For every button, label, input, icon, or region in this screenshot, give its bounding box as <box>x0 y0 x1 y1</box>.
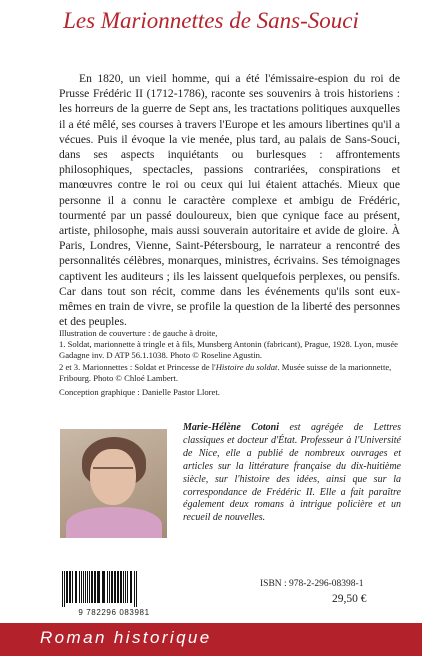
credits-design: Conception graphique : Danielle Pastor Lloret. <box>59 387 220 398</box>
barcode-bar <box>87 571 88 603</box>
barcode-bar <box>66 571 68 603</box>
barcode-bars <box>58 571 170 607</box>
barcode-bar <box>102 571 104 603</box>
book-title: Les Marionnettes de Sans-Souci <box>63 8 359 33</box>
barcode-bar <box>89 571 90 603</box>
barcode-bar <box>114 571 116 603</box>
barcode-bar <box>107 571 108 603</box>
barcode-bar <box>83 571 84 603</box>
barcode-bar <box>136 571 137 607</box>
barcode-bar <box>99 571 100 603</box>
barcode-bar <box>117 571 119 603</box>
credits-item-2-suffix: . Musée suisse de la marionnette, Fribourg. Photo © Chloé Lambert. <box>59 361 392 383</box>
collection-name: Roman historique <box>40 628 212 647</box>
barcode-bar <box>130 571 132 603</box>
author-bio <box>183 422 401 525</box>
back-cover-summary: En 1820, un vieil homme, qui a été l'émissaire-espion du roi de Prusse Frédéric II (1712-1786), raconte ses souvenirs à trois historiens : les horreurs de la guerre de Sept ans, les tractations politiques auxquelles il a été mêlé, ses courses à travers l'Europe et les amours libertines qu'il a vécues. Puis il évoque la vie menée, plus tard, au palais de Sans-Souci, dans ses aspects inquiétants ou burlesques : affrontements philosophiques, spectacles, passions contrariées, conspirations et manœuvres contre le roi ou ceux qui lui étaient attachés. Mieux que personne il a connu le caractère complexe et ambigu de Frédéric, tourmenté par un passé douloureux, bien que cynique face au présent, artiste, philosophe, mais aussi souverain autoritaire et avide de gloire. À Paris, Londres, Vienne, Saint-Pétersbourg, le narrateur a rencontré des personnalités célèbres, monarques, ministres, écrivains. Ses témoignages captivent les auditeurs ; ils les laissent quelquefois perplexes, ou pensifs. Car dans tout son récit, comme dans les événements qu'ils sont eux-mêmes en train de vivre, se profile la question de la liberté des personnes et des peuples. <box>59 72 400 329</box>
credits-item-2-title: Histoire du soldat <box>215 361 278 372</box>
barcode-bar <box>85 571 86 603</box>
barcode-bar <box>134 571 135 607</box>
barcode-bar <box>75 571 77 603</box>
barcode-bar <box>111 571 113 603</box>
author-photo-glasses <box>93 467 133 479</box>
barcode <box>58 571 170 616</box>
cover-credits <box>59 328 404 398</box>
barcode-bar <box>109 571 110 603</box>
credits-item-2-prefix: 2 et 3. Marionnettes : Soldat et Princesse de l' <box>59 361 216 372</box>
barcode-bar <box>64 571 65 607</box>
barcode-bar <box>125 571 126 603</box>
barcode-bar <box>79 571 80 603</box>
barcode-bar <box>127 571 128 603</box>
barcode-bar <box>94 571 96 603</box>
credits-intro: Illustration de couverture : de gauche à droite, <box>59 328 218 338</box>
price: 29,50 € <box>332 593 367 605</box>
barcode-bar <box>72 571 73 603</box>
barcode-bar <box>123 571 124 603</box>
barcode-bar <box>104 571 105 603</box>
author-photo <box>60 429 167 538</box>
credits-item-2 <box>59 362 404 384</box>
author-bio-text: est agrégée de Lettres classiques et docteur d'État. Professeur à l'Université de Nice, elle a publié de nombreux ouvrages et articles sur la littérature française du dix-huitième siècle, sur l'histoire des idées, ainsi que sur la correspondance de Frédéric II. Elle a fait paraître également deux romans à intrigue policière et un recueil de nouvelles. <box>183 422 401 524</box>
isbn: ISBN : 978-2-296-08398-1 <box>260 579 364 589</box>
barcode-bar <box>120 571 122 603</box>
author-name: Marie-Hélène Cotoni <box>183 422 280 433</box>
barcode-bar <box>81 571 82 603</box>
author-photo-body <box>66 507 162 538</box>
credits-item-1: 1. Soldat, marionnette à tringle et à fils, Munsberg Antonin (fabricant), Prague, 1928. Lyon, musée Gadagne inv. D ATP 56.1.1038. Photo © Roseline Agustin. <box>59 339 398 361</box>
barcode-bar <box>91 571 93 603</box>
barcode-bar <box>62 571 63 607</box>
barcode-bar <box>97 571 99 603</box>
barcode-bar <box>69 571 71 603</box>
barcode-number: 9 782296 083981 <box>78 608 150 617</box>
